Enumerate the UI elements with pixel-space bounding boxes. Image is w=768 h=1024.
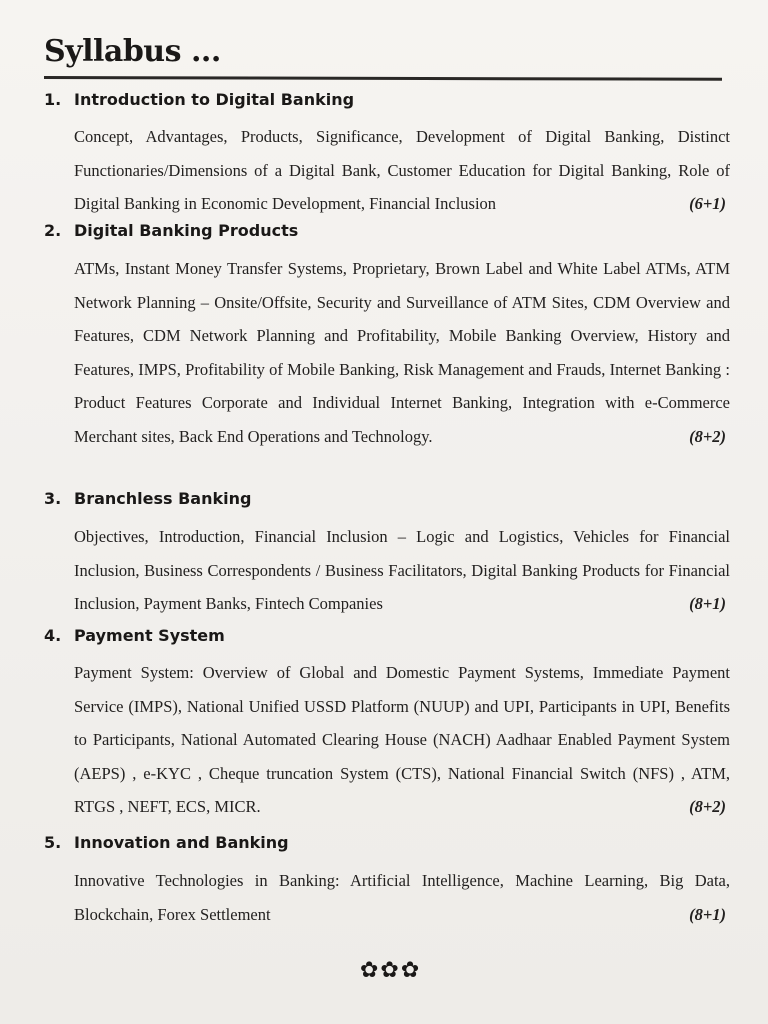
section-text: Innovative Technologies in Banking: Artificial Intelligence, Machine Learning, Big Data, Blockchain, Forex Settlement [74,871,730,924]
section-title: Innovation and Banking [74,833,289,852]
section-marks: (8+1) [689,594,726,613]
end-ornament-icon: ✿✿✿ [360,958,422,983]
section-body-5 [74,864,730,931]
page-title: Syllabus ... [44,34,221,69]
section-heading-4 [44,626,225,645]
section-title: Digital Banking Products [74,221,299,240]
section-number: 4. [44,626,62,645]
section-marks: (6+1) [689,194,726,213]
section-body-3 [74,520,730,621]
section-body-1 [74,120,730,221]
section-title: Payment System [74,626,225,645]
section-heading-1 [44,90,354,109]
section-marks: (8+2) [689,797,726,816]
section-text: Objectives, Introduction, Financial Inclusion – Logic and Logistics, Vehicles for Financial Inclusion, Business Correspondents / Business Facilitators, Digital Banking Products for Financial Inclusion, Payment Banks, Fintech Companies [74,527,730,613]
section-heading-2 [44,221,298,240]
section-marks: (8+2) [689,426,726,446]
section-text: Payment System: Overview of Global and Domestic Payment Systems, Immediate Payment Service (IMPS), National Unified USSD Platform (NUUP) and UPI, Participants in UPI, Benefits to Participants, National Automated Clearing House (NACH) Aadhaar Enabled Payment System (AEPS) , e-KYC , Cheque truncation System (CTS), National Financial Switch (NFS) , ATM, RTGS , NEFT, ECS, MICR. [74,663,730,816]
title-divider [44,76,722,81]
section-body-4 [74,656,730,824]
section-heading-3 [44,489,251,508]
section-title: Introduction to Digital Banking [74,90,355,109]
section-number: 1. [44,90,62,109]
section-heading-5 [44,833,289,852]
section-number: 5. [44,833,62,852]
section-number: 2. [44,221,62,240]
section-text: Concept, Advantages, Products, Significance, Development of Digital Banking, Distinct Functionaries/Dimensions of a Digital Bank, Customer Education for Digital Banking, Role of Digital Banking in Economic Development, Financial Inclusion [74,127,730,213]
section-body-2 [74,252,730,453]
section-marks: (8+1) [689,904,726,924]
section-title: Branchless Banking [74,489,252,508]
section-text: ATMs, Instant Money Transfer Systems, Proprietary, Brown Label and White Label ATMs, ATM Network Planning – Onsite/Offsite, Security and Surveillance of ATM Sites, CDM Overview and Features, CDM Network Planning and Profitability, Mobile Banking Overview, History and Features, IMPS, Profitability of Mobile Banking, Risk Management and Frauds, Internet Banking : Product Features Corporate and Individual Internet Banking, Integration with e-Commerce Merchant sites, Back End Operations and Technology. [74,259,730,446]
section-number: 3. [44,489,62,508]
